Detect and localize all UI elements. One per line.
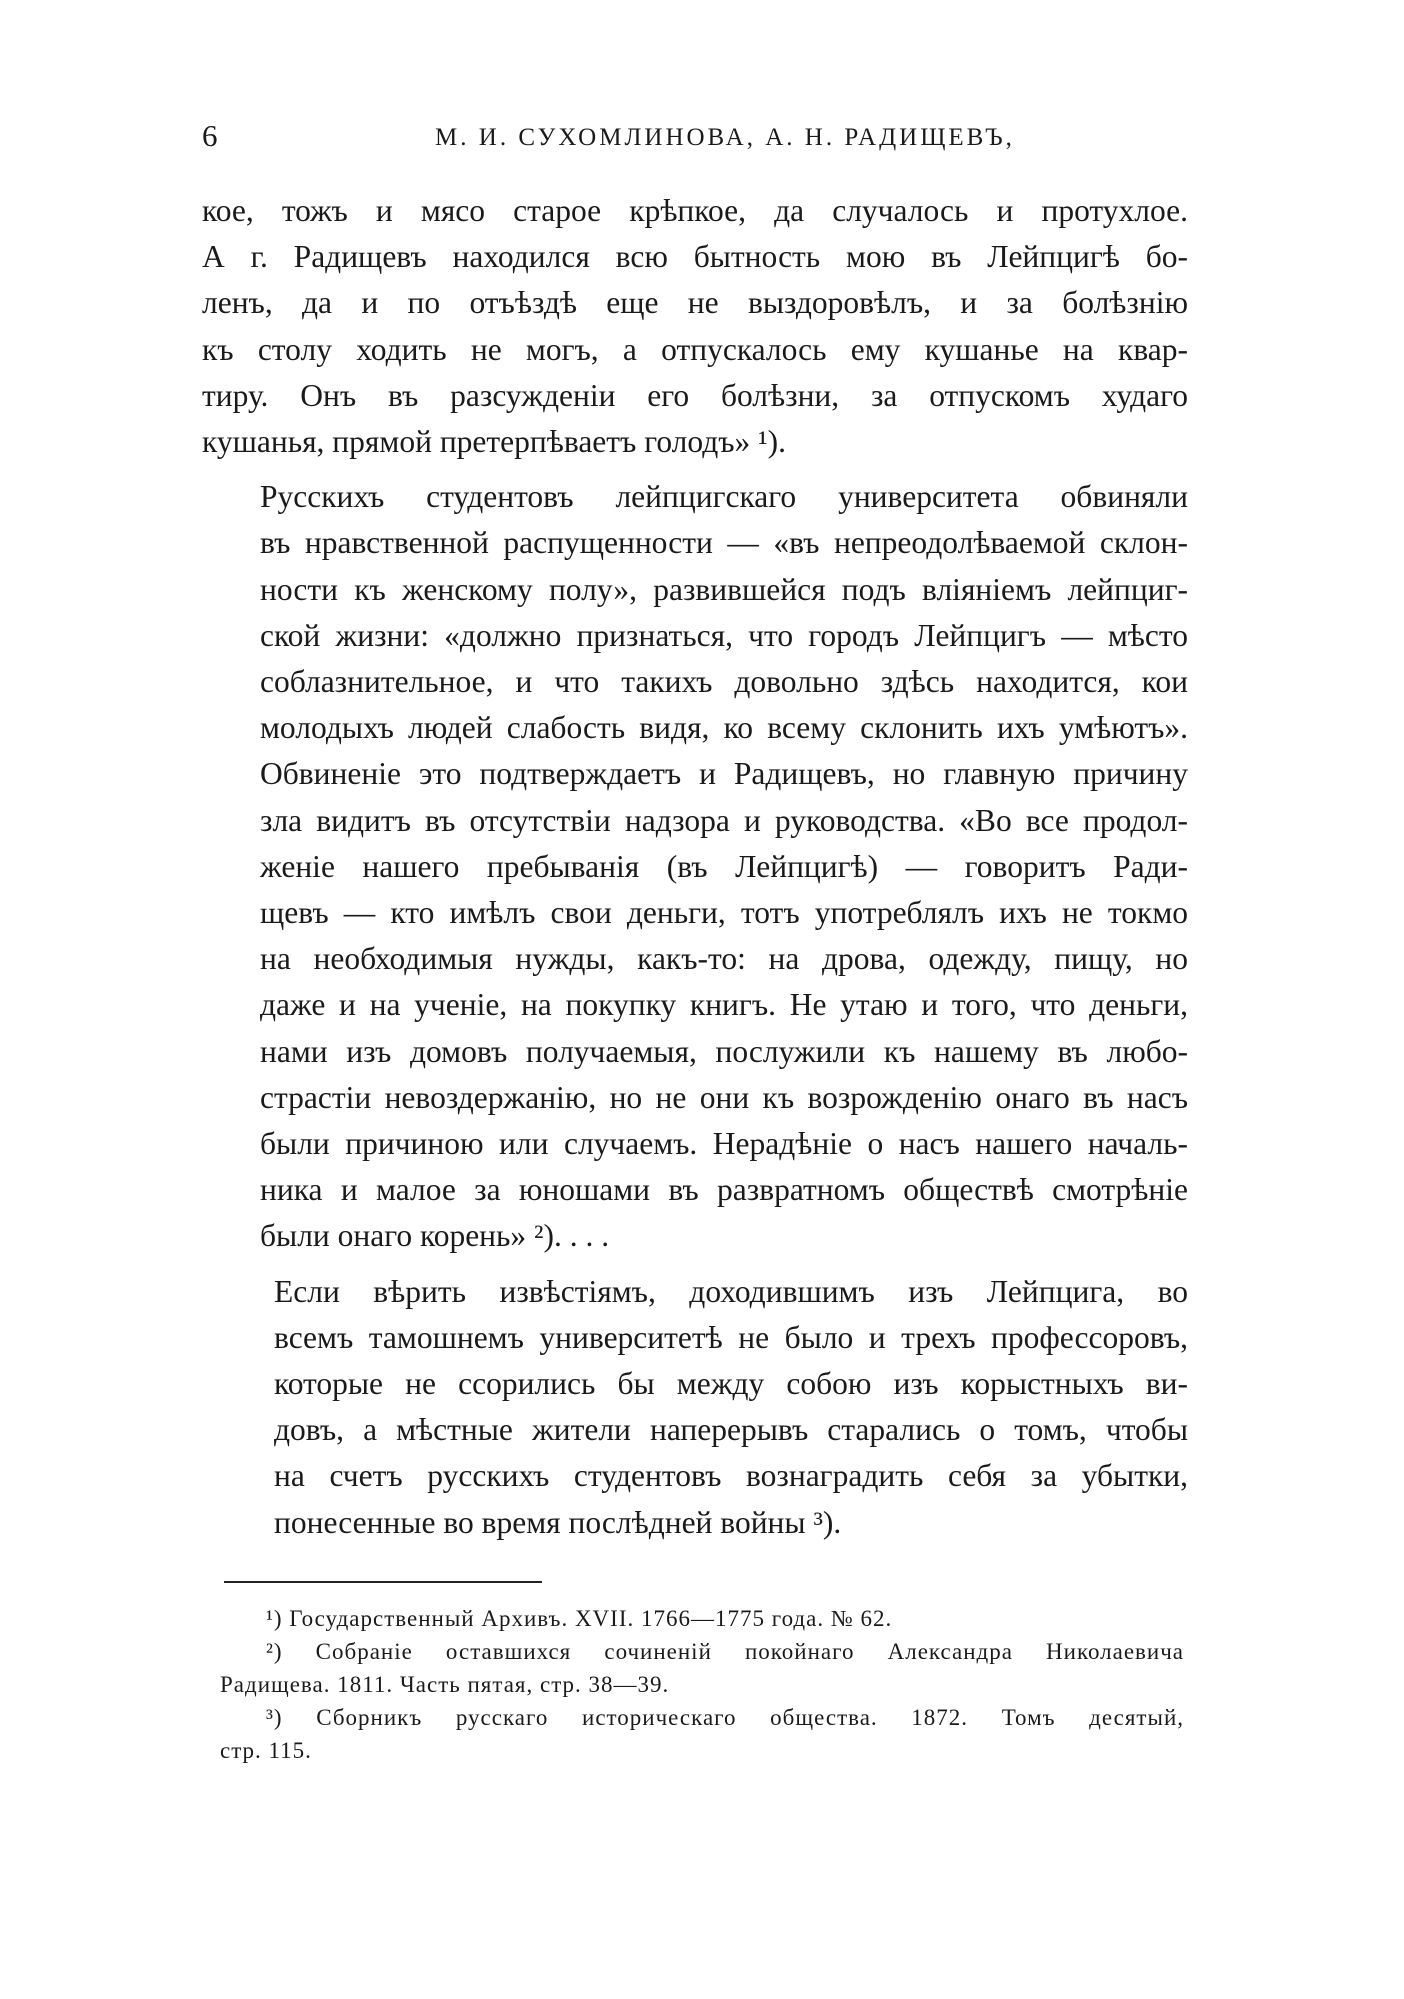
footnote-line: стр. 115. — [220, 1738, 312, 1763]
footnote-line: Радищева. 1811. Часть пятая, стр. 38—39. — [220, 1672, 670, 1697]
text-line: тиру. Онъ въ разсужденіи его болѣзни, за отпускомъ худаго — [202, 377, 1188, 413]
text-line: которые не ссорились бы между собою изъ корыстныхъ ви- — [274, 1366, 1188, 1402]
text-line: были причиною или случаемъ. Нерадѣніе о насъ нашего началь- — [260, 1126, 1188, 1162]
running-title: М. И. СУХОМЛИНОВА, А. Н. РАДИЩЕВЪ, — [435, 124, 1015, 151]
text-line: ника и малое за юношами въ развратномъ обществѣ смотрѣніе — [260, 1172, 1188, 1208]
text-line: Обвиненіе это подтверждаетъ и Радищевъ, но главную причину — [260, 756, 1188, 792]
footnote-3 — [220, 1701, 1184, 1767]
text-line: зла видитъ въ отсутствіи надзора и руководства. «Во все продол- — [260, 802, 1188, 838]
text-line: соблазнительное, и что такихъ довольно здѣсь находится, кои — [260, 664, 1188, 700]
text-line: даже и на ученіе, на покупку книгъ. Не утаю и того, что деньги, — [260, 987, 1188, 1023]
footnote-2 — [220, 1635, 1184, 1701]
text-line: ской жизни: «должно признаться, что городъ Лейпцигъ — мѣсто — [260, 617, 1188, 653]
footnote-1 — [220, 1602, 1184, 1635]
text-line: довъ, а мѣстные жители наперерывъ старались о томъ, чтобы — [274, 1412, 1188, 1448]
running-head — [202, 118, 1188, 158]
text-line: ленъ, да и по отъѣздѣ еще не выздоровѣлъ, и за болѣзнію — [202, 285, 1188, 321]
footnote-line: ³) Сборникъ русскаго историческаго общества. 1872. Томъ десятый, — [266, 1705, 1184, 1730]
text-line: кое, тожъ и мясо старое крѣпкое, да случалось и протухлое. — [202, 193, 1188, 228]
footnote-line: ²) Собраніе оставшихся сочиненій покойнаго Александра Николаевича — [266, 1639, 1184, 1664]
body-text — [202, 188, 1188, 1546]
text-line: понесенные во время послѣдней войны ³). — [274, 1504, 842, 1540]
text-line: Русскихъ студентовъ лейпцигскаго университета обвиняли — [260, 479, 1188, 515]
text-line: молодыхъ людей слабость видя, ко всему склонить ихъ умѣютъ». — [260, 710, 1188, 746]
page-number: 6 — [202, 118, 218, 153]
footnote-line: ¹) Государственный Архивъ. XVII. 1766—1775 года. № 62. — [266, 1606, 893, 1631]
text-line: женіе нашего пребыванія (въ Лейпцигѣ) — говоритъ Ради- — [260, 848, 1188, 884]
text-line: къ столу ходить не могъ, а отпускалось ему кушанье на квар- — [202, 331, 1188, 367]
footnotes — [220, 1602, 1184, 1767]
text-line: страстіи невоздержанію, но не они къ возрожденію онаго въ насъ — [260, 1079, 1188, 1115]
paragraph-1 — [202, 188, 1188, 465]
text-line: нами изъ домовъ получаемыя, послужили къ нашему въ любо- — [260, 1033, 1188, 1069]
text-line: А г. Радищевъ находился всю бытность мою въ Лейпцигѣ бо- — [202, 239, 1188, 275]
text-line: щевъ — кто имѣлъ свои деньги, тотъ употреблялъ ихъ не токмо — [260, 895, 1188, 931]
paragraph-3 — [202, 1269, 1188, 1546]
text-line: были онаго корень» ²). . . . — [260, 1218, 610, 1254]
text-line: на счетъ русскихъ студентовъ вознаградить себя за убытки, — [274, 1458, 1188, 1494]
paragraph-2 — [202, 474, 1188, 1259]
text-line: на необходимыя нужды, какъ-то: на дрова, одежду, пищу, но — [260, 941, 1188, 977]
text-line: ности къ женскому полу», развившейся подъ вліяніемъ лейпциг- — [260, 571, 1188, 607]
text-line: въ нравственной распущенности — «въ непреодолѣваемой склон- — [260, 525, 1188, 561]
text-line: Если вѣрить извѣстіямъ, доходившимъ изъ Лейпцига, во — [274, 1273, 1188, 1309]
footnote-divider — [224, 1581, 542, 1583]
text-line: всемъ тамошнемъ университетѣ не было и трехъ профессоровъ, — [274, 1319, 1188, 1355]
text-line: кушанья, прямой претерпѣваетъ голодъ» ¹). — [202, 424, 786, 460]
